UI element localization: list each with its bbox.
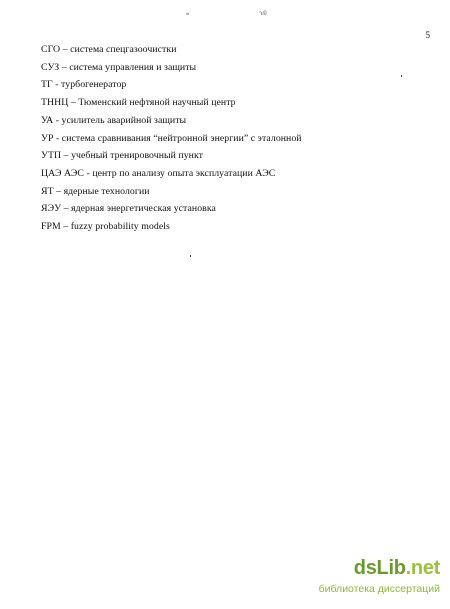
abbreviation-item: FPM – fuzzy probability models — [41, 221, 170, 233]
scan-speck — [190, 255, 191, 257]
page-number: 5 — [425, 30, 430, 40]
scan-mark-left: » — [186, 11, 189, 17]
watermark-brand-domain: .net — [405, 557, 440, 579]
watermark-caption: библиотека диссертаций — [318, 583, 440, 595]
abbreviation-item: СГО – система спецгазоочистки — [41, 44, 177, 55]
scan-mark-right: ’ı© — [259, 11, 268, 17]
abbreviation-item: УР - система сравнивания “нейтронной энергии” с эталонной — [41, 132, 302, 144]
scan-speck — [401, 75, 402, 77]
abbreviation-item: ТННЦ – Тюменский нефтяной научный центр — [41, 97, 236, 109]
abbreviation-item: СУЗ – система управления и защиты — [41, 61, 197, 73]
abbreviation-item: ЯЭУ – ядерная энергетическая установка — [41, 203, 216, 215]
abbreviation-item: ЦАЭ АЭС - центр по анализу опыта эксплуатации АЭС — [41, 167, 276, 179]
abbreviation-item: ТГ - турбогенератор — [41, 79, 127, 91]
watermark-brand — [354, 557, 440, 579]
abbreviation-item: УТП – учебный тренировочный пункт — [41, 150, 203, 162]
abbreviation-item: УА - усилитель аварийной защиты — [41, 114, 187, 126]
watermark-brand-name: dsLib — [353, 557, 406, 579]
abbreviation-item: ЯТ – ядерные технологии — [41, 185, 150, 197]
watermark-logo — [318, 557, 440, 599]
abbreviation-list — [41, 41, 302, 236]
